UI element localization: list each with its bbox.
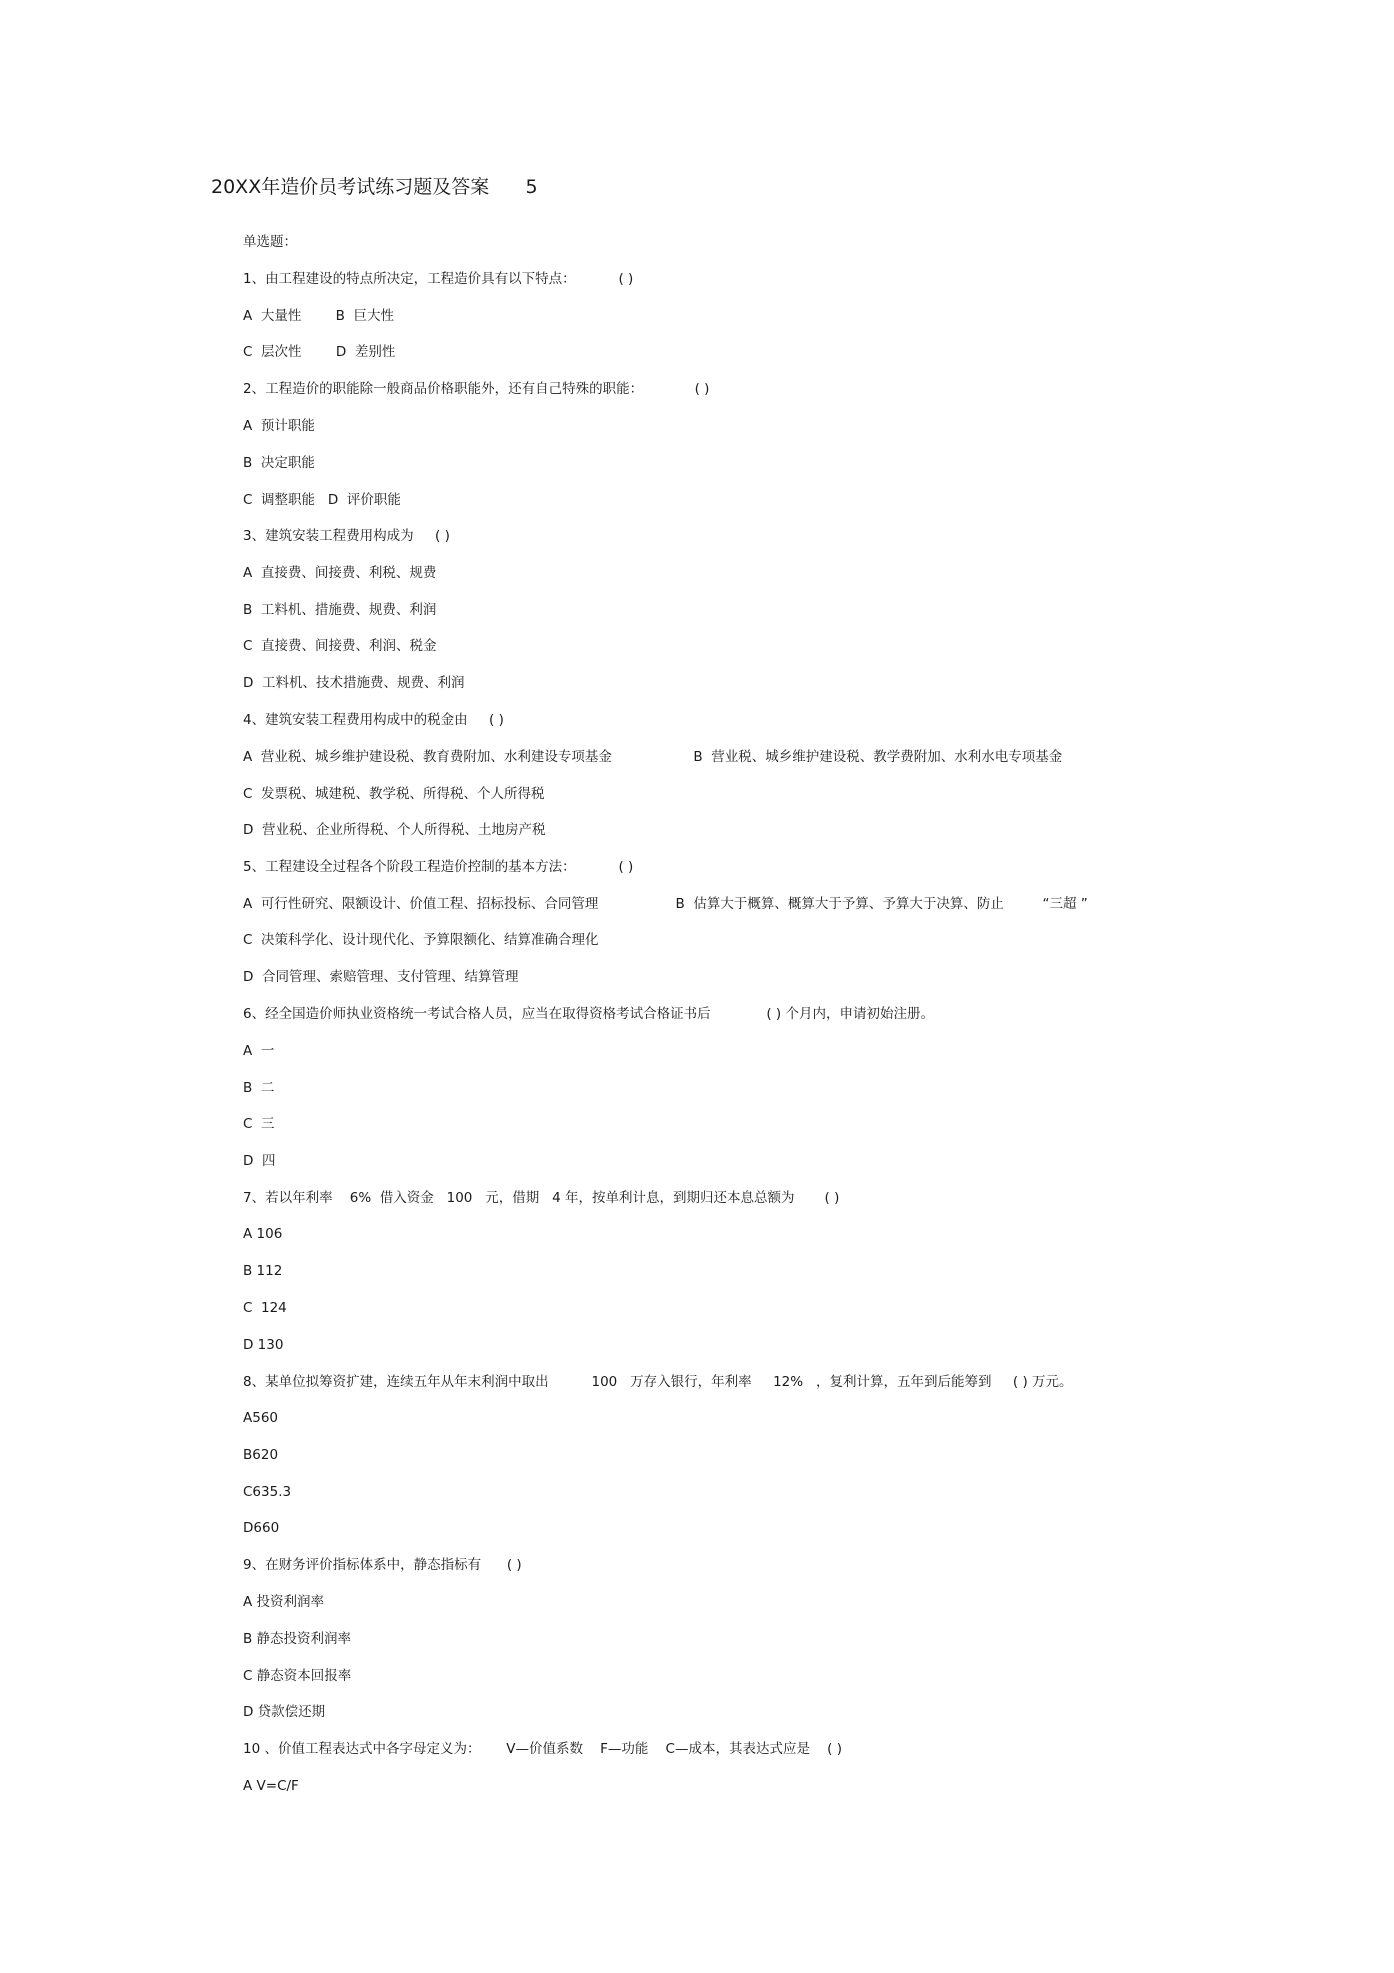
text-line: D 贷款偿还期 <box>243 1704 326 1720</box>
text-line: D 四 <box>243 1153 276 1169</box>
text-line: A 营业税、城乡维护建设税、教育费附加、水利建设专项基金 B 营业税、城乡维护建设税、教学费附加、水利水电专项基金 <box>243 749 1063 765</box>
text-line: B 112 <box>243 1263 283 1279</box>
text-line: 8、某单位拟筹资扩建，连续五年从年末利润中取出 100 万存入银行，年利率 12% ，复利计算，五年到后能筹到 ( ) 万元。 <box>243 1374 1073 1390</box>
text-line: C 三 <box>243 1116 275 1132</box>
text-line: A 大量性 B 巨大性 <box>243 308 394 324</box>
text-line: B 决定职能 <box>243 455 315 471</box>
text-line: 10 、价值工程表达式中各字母定义为： V—价值系数 F—功能 C—成本，其表达式应是 ( ) <box>243 1741 842 1757</box>
text-line: D 130 <box>243 1337 284 1353</box>
text-line: 9、在财务评价指标体系中，静态指标有 ( ) <box>243 1557 522 1573</box>
text-line: D 合同管理、索赔管理、支付管理、结算管理 <box>243 969 519 985</box>
text-line: C 发票税、城建税、教学税、所得税、个人所得税 <box>243 786 545 802</box>
text-line: 6、经全国造价师执业资格统一考试合格人员，应当在取得资格考试合格证书后 ( ) 个月内，申请初始注册。 <box>243 1006 934 1022</box>
text-line: D 营业税、企业所得税、个人所得税、土地房产税 <box>243 822 546 838</box>
text-line: C 调整职能 D 评价职能 <box>243 492 401 508</box>
text-line: B 工料机、措施费、规费、利润 <box>243 602 437 618</box>
text-line: C 124 <box>243 1300 287 1316</box>
text-line: A 预计职能 <box>243 418 315 434</box>
text-line: A 直接费、间接费、利税、规费 <box>243 565 437 581</box>
text-line: 5、工程建设全过程各个阶段工程造价控制的基本方法： ( ) <box>243 859 634 875</box>
text-line: A560 <box>243 1410 279 1426</box>
text-line: 3、建筑安装工程费用构成为 ( ) <box>243 528 450 544</box>
text-line: 1、由工程建设的特点所决定，工程造价具有以下特点： ( ) <box>243 271 634 287</box>
text-line: C 决策科学化、设计现代化、予算限额化、结算准确合理化 <box>243 932 599 948</box>
text-line: A 可行性研究、限额设计、价值工程、招标投标、合同管理 B 估算大于概算、概算大于予算、予算大于决算、防止 “三超 ” <box>243 896 1088 912</box>
text-line: C 静态资本回报率 <box>243 1668 352 1684</box>
text-line: C635.3 <box>243 1484 292 1500</box>
text-line: C 直接费、间接费、利润、税金 <box>243 638 437 654</box>
text-line: D660 <box>243 1520 280 1536</box>
text-line: A 一 <box>243 1043 275 1059</box>
text-line: B 静态投资利润率 <box>243 1631 352 1647</box>
document-title: 20XX年造价员考试练习题及答案 5 <box>211 176 538 198</box>
text-line: A V=C/F <box>243 1778 299 1794</box>
text-line: D 工料机、技术措施费、规费、利润 <box>243 675 465 691</box>
text-line: 4、建筑安装工程费用构成中的税金由 ( ) <box>243 712 504 728</box>
text-line: A 106 <box>243 1226 283 1242</box>
text-line: 7、若以年利率 6% 借入资金 100 元，借期 4 年，按单利计息，到期归还本息总额为 ( ) <box>243 1190 840 1206</box>
section-heading: 单选题： <box>243 234 297 250</box>
text-line: C 层次性 D 差别性 <box>243 344 396 360</box>
text-line: 2、工程造价的职能除一般商品价格职能外，还有自己特殊的职能： ( ) <box>243 381 710 397</box>
text-line: B 二 <box>243 1080 275 1096</box>
text-line: A 投资利润率 <box>243 1594 325 1610</box>
text-line: B620 <box>243 1447 279 1463</box>
